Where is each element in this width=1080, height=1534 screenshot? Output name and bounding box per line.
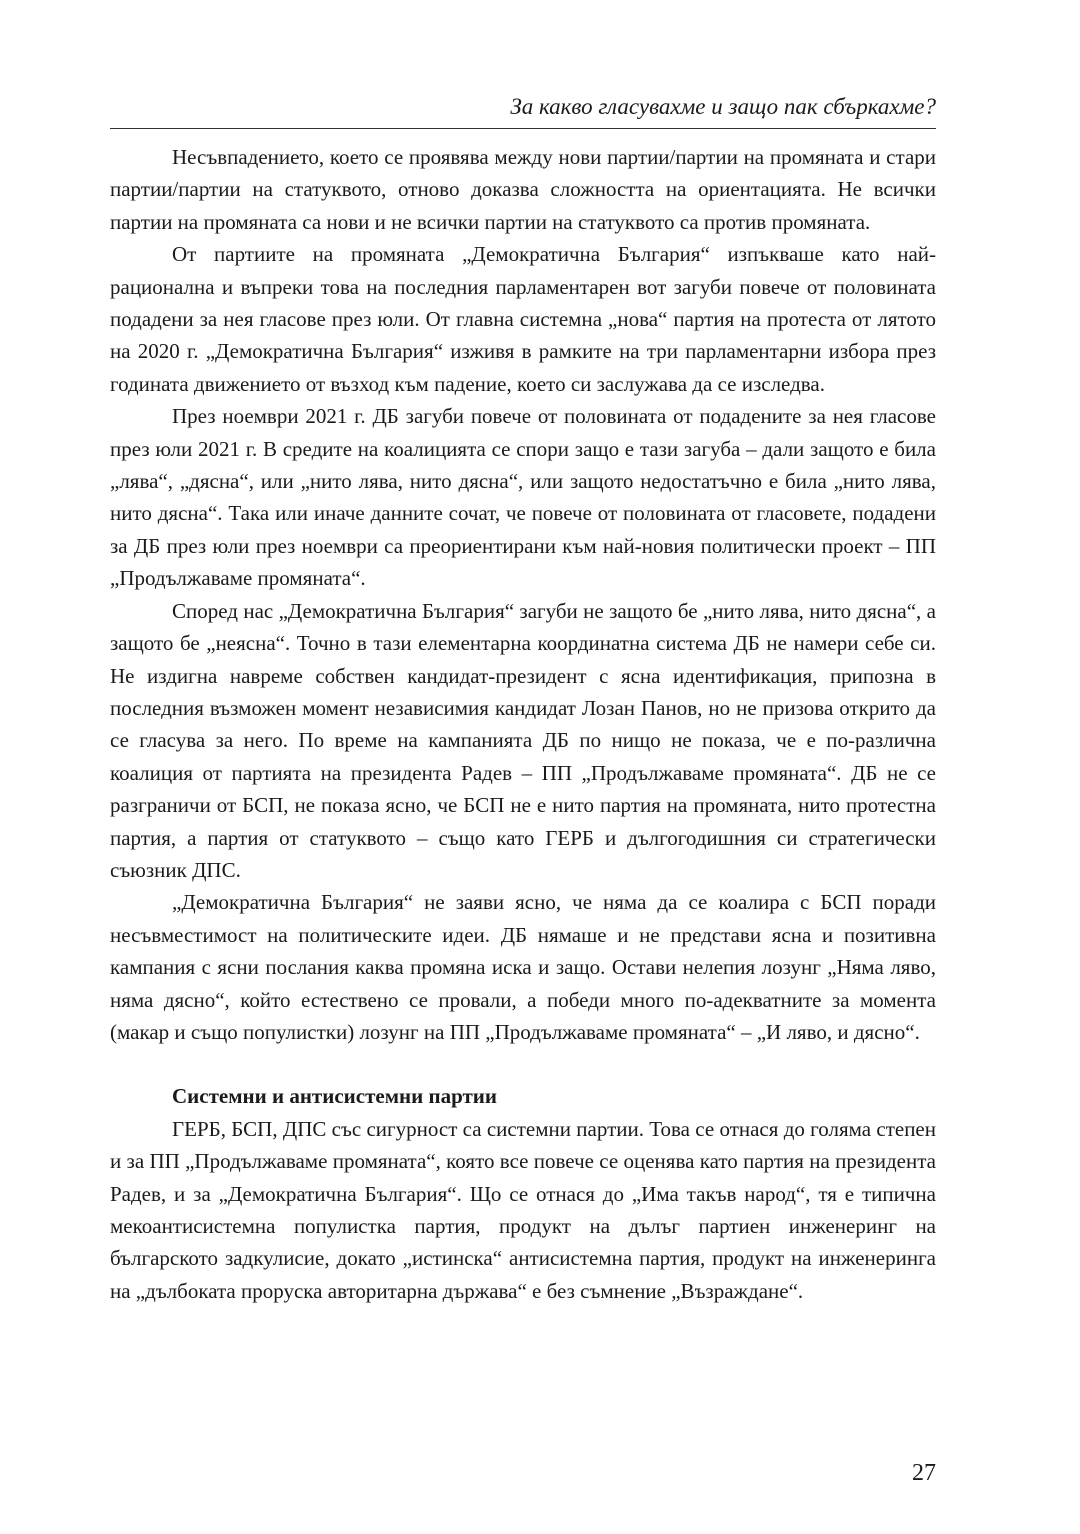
paragraph: „Демократична България“ не заяви ясно, че няма да се коалира с БСП поради несъвместимост на политическите идеи. ДБ нямаше и не представи ясна и позитивна кампания с ясни послания каква промяна иска и защо. Остави нелепия лозунг „Няма ляво, няма дясно“, който естествено се провали, а победи много по-адекватните за момента (макар и също популистки) лозунг на ПП „Продължаваме промяната“ – „И ляво, и дясно“.	[110, 890, 936, 1044]
header-rule	[110, 128, 936, 129]
page-number: 27	[912, 1460, 936, 1486]
paragraph: През ноември 2021 г. ДБ загуби повече от половината от подадените за нея гласове през юли 2021 г. В средите на коалицията се спори защо е тази загуба – дали защото е била „лява“, „дясна“, или „нито лява, нито дясна“, или защото недостатъчно е била „нито лява, нито дясна“. Така или иначе данните сочат, че повече от половината от гласовете, подадени за ДБ през юли през ноември са преориентирани към най-новия политически проект – ПП „Продължаваме промяната“.	[110, 404, 936, 591]
paragraph: Несъвпадението, което се проявява между нови партии/партии на промяната и стари партии/партии на статуквото, отново доказва сложността на ориентацията. Не всички партии на промяната са нови и не всички партии на статуквото са против промяната.	[110, 145, 936, 234]
paragraph: Според нас „Демократична България“ загуби не защото бе „нито лява, нито дясна“, а защото бе „неясна“. Точно в тази елементарна координатна система ДБ не намери себе си. Не издигна навреме собствен кандидат-президент с ясна идентификация, припозна в последния възможен момент независимия кандидат Лозан Панов, но не призова открито да се гласува за него. По време на кампанията ДБ по нищо не показа, че е по-различна коалиция от партията на президента Радев – ПП „Продължаваме промяната“. ДБ не се разграничи от БСП, не показа ясно, че БСП не е нито партия на промяната, нито протестна партия, а партия от статуквото – също като ГЕРБ и дългогодишния си стратегически съюзник ДПС.	[110, 598, 936, 882]
paragraph: ГЕРБ, БСП, ДПС със сигурност са системни партии. Това се отнася до голяма степен и за ПП „Продължаваме промяната“, която все повече се оценява като партия на президента Радев, и за „Демократична България“. Що се отнася до „Има такъв народ“, тя е типична мекоантисистемна популистка партия, продукт на дълъг партиен инженеринг на българското задкулисие, докато „истинска“ антисистемна партия, продукт на инженеринга на „дълбоката проруска авторитарна държава“ е без съмнение „Възраждане“.	[110, 1116, 936, 1303]
running-header: За какво гласувахме и защо пак сбъркахме?	[510, 94, 936, 119]
page-content	[110, 141, 936, 1307]
section-heading: Системни и антисистемни партии	[172, 1084, 497, 1109]
paragraph: От партиите на промяната „Демократична България“ изпъкваше като най-рационална и въпреки това на последния парламентарен вот загуби повече от половината подадени за нея гласове през юли. От главна системна „нова“ партия на протеста от лятото на 2020 г. „Демократична България“ изживя в рамките на три парламентарни избора през годината движението от възход към падение, което си заслужава да се изследва.	[110, 242, 936, 396]
